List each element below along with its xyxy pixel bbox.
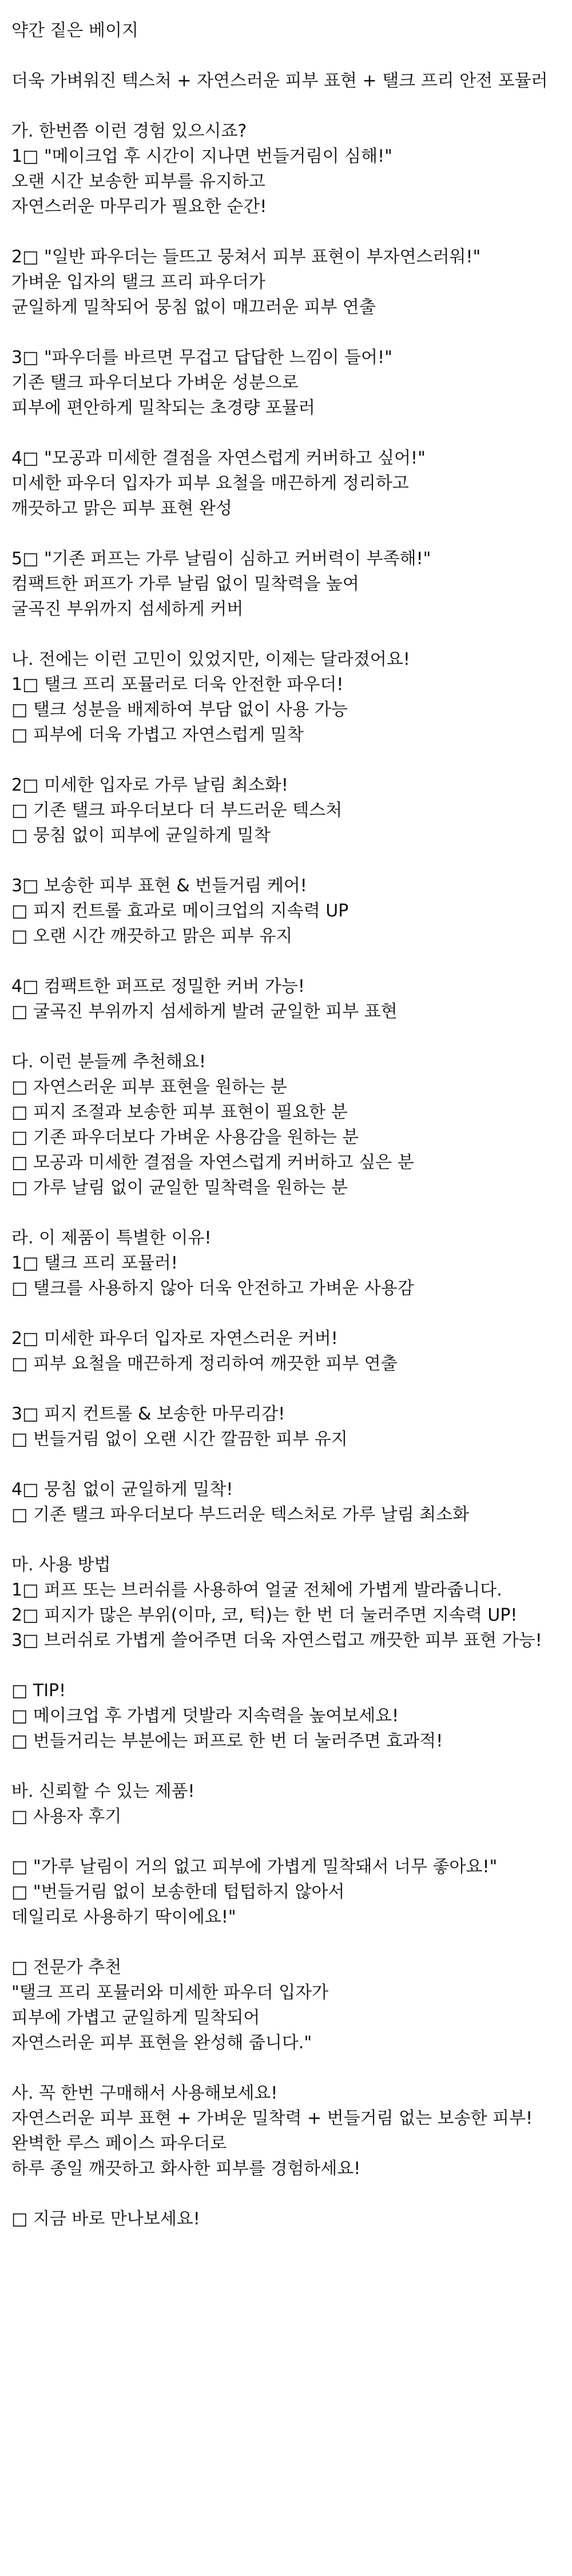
text-line: 데일리로 사용하기 딱이에요!" — [11, 1907, 236, 1927]
text-line: □ 오랜 시간 깨끗하고 맑은 피부 유지 — [11, 926, 293, 946]
text-line: 3□ "파우더를 바르면 무겁고 답답한 느낌이 들어!" — [11, 348, 392, 368]
text-line: □ 전문가 추천 — [11, 1957, 122, 1977]
text-line: 3□ 브러쉬로 가볍게 쓸어주면 더욱 자연스럽고 깨끗한 피부 표현 가능! — [11, 1630, 542, 1650]
blank-line — [11, 1528, 572, 1553]
text-line: 3□ 보송한 피부 표현 & 번들거림 케어! — [11, 876, 307, 896]
text-line: 더욱 가벼워진 텍스처 + 자연스러운 피부 표현 + 탤크 프리 안전 포뮬러 — [11, 71, 548, 91]
blank-line — [11, 320, 572, 345]
text-line: 깨끗하고 맑은 피부 표현 완성 — [11, 499, 232, 519]
blank-line — [11, 1930, 572, 1955]
text-line: 컴팩트한 퍼프가 가루 날림 없이 밀착력을 높여 — [11, 574, 359, 594]
text-line: □ TIP! — [11, 1681, 66, 1701]
blank-line — [11, 2182, 572, 2207]
text-line: 4□ 컴팩트한 퍼프로 정밀한 커버 가능! — [11, 976, 305, 996]
blank-line — [11, 94, 572, 119]
blank-line — [11, 748, 572, 773]
text-line: □ 기존 탤크 파우더보다 부드러운 텍스처로 가루 날림 최소화 — [11, 1505, 470, 1525]
blank-line — [11, 1377, 572, 1402]
blank-line — [11, 848, 572, 874]
text-line: 자연스러운 피부 표현 + 가벼운 밀착력 + 번들거림 없는 보송한 피부! — [11, 2108, 533, 2128]
text-line: □ 번들거리는 부분에는 퍼프로 한 번 더 눌러주면 효과적! — [11, 1731, 443, 1751]
text-line: □ 굴곡진 부위까지 섬세하게 발려 균일한 피부 표현 — [11, 1002, 398, 1022]
text-line: □ 지금 바로 만나보세요! — [11, 2209, 200, 2229]
blank-line — [11, 1754, 572, 1779]
blank-line — [11, 1301, 572, 1326]
text-line: □ 자연스러운 피부 표현을 원하는 분 — [11, 1077, 287, 1097]
text-line: □ "번들거림 없이 보송한데 텁텁하지 않아서 — [11, 1882, 345, 1902]
text-line: 약간 짙은 베이지 — [11, 21, 138, 41]
text-line: 2□ 미세한 파우더 입자로 자연스러운 커버! — [11, 1329, 338, 1349]
blank-line — [11, 2056, 572, 2081]
text-line: 마. 사용 방법 — [11, 1555, 111, 1575]
text-line: 4□ "모공과 미세한 결점을 자연스럽게 커버하고 싶어!" — [11, 448, 426, 468]
text-line: □ "가루 날림이 거의 없고 피부에 가볍게 밀착돼서 너무 좋아요!" — [11, 1857, 498, 1877]
text-line: 바. 신뢰할 수 있는 제품! — [11, 1781, 195, 1801]
text-line: □ 탤크 성분을 배제하여 부담 없이 사용 가능 — [11, 700, 348, 720]
text-line: □ 모공과 미세한 결점을 자연스럽게 커버하고 싶은 분 — [11, 1153, 414, 1173]
text-line: 2□ 피지가 많은 부위(이마, 코, 턱)는 한 번 더 눌러주면 지속력 UP! — [11, 1605, 518, 1625]
text-line: 기존 탤크 파우더보다 가벼운 성분으로 — [11, 373, 299, 393]
blank-line — [11, 521, 572, 547]
text-line: □ 번들거림 없이 오랜 시간 깔끔한 피부 유지 — [11, 1429, 348, 1449]
blank-line — [11, 421, 572, 446]
text-line: 미세한 파우더 입자가 피부 요철을 매끈하게 정리하고 — [11, 473, 409, 493]
text-line: "탤크 프리 포뮬러와 미세한 파우더 입자가 — [11, 1983, 329, 2003]
text-line: 균일하게 밀착되어 뭉침 없이 매끄러운 피부 연출 — [11, 297, 376, 317]
blank-line — [11, 1452, 572, 1477]
text-line: 피부에 가볍고 균일하게 밀착되어 — [11, 2008, 260, 2028]
text-line: 1□ "메이크업 후 시간이 지나면 번들거림이 심해!" — [11, 146, 392, 166]
text-line: □ 피부 요철을 매끈하게 정리하여 깨끗한 피부 연출 — [11, 1354, 398, 1374]
text-line: 나. 전에는 이런 고민이 있었지만, 이제는 달라졌어요! — [11, 649, 410, 669]
blank-line — [11, 622, 572, 647]
text-line: □ 기존 탤크 파우더보다 더 부드러운 텍스처 — [11, 800, 343, 820]
text-line: 자연스러운 마무리가 필요한 순간! — [11, 197, 267, 217]
text-line: 3□ 피지 컨트롤 & 보송한 마무리감! — [11, 1404, 285, 1424]
text-line: 2□ 미세한 입자로 가루 날림 최소화! — [11, 775, 288, 795]
text-line: □ 뭉침 없이 피부에 균일하게 밀착 — [11, 826, 271, 846]
text-line: 사. 꼭 한번 구매해서 사용해보세요! — [11, 2083, 278, 2103]
text-line: □ 피부에 더욱 가볍고 자연스럽게 밀착 — [11, 725, 304, 745]
blank-line — [11, 1829, 572, 1855]
blank-line — [11, 220, 572, 245]
text-line: 굴곡진 부위까지 섬세하게 커버 — [11, 599, 244, 619]
text-line: 라. 이 제품이 특별한 이유! — [11, 1228, 212, 1248]
text-line: 완벽한 루스 페이스 파우더로 — [11, 2134, 227, 2154]
text-line: 피부에 편안하게 밀착되는 초경량 포뮬러 — [11, 398, 315, 418]
blank-line — [11, 43, 572, 69]
blank-line — [11, 1024, 572, 1050]
text-line: 오랜 시간 보송한 피부를 유지하고 — [11, 172, 265, 192]
text-line: 가벼운 입자의 탤크 프리 파우더가 — [11, 272, 265, 292]
text-line: □ 사용자 후기 — [11, 1807, 122, 1827]
text-line: 하루 종일 깨끗하고 화사한 피부를 경험하세요! — [11, 2159, 361, 2179]
text-line: 1□ 탤크 프리 포뮬러! — [11, 1253, 178, 1273]
text-line: 1□ 탤크 프리 포뮬러로 더욱 안전한 파우더! — [11, 675, 344, 695]
text-line: 가. 한번쯤 이런 경험 있으시죠? — [11, 121, 247, 141]
text-line: 자연스러운 피부 표현을 완성해 줍니다." — [11, 2033, 312, 2053]
blank-line — [11, 1201, 572, 1226]
text-line: □ 탤크를 사용하지 않아 더욱 안전하고 가벼운 사용감 — [11, 1278, 414, 1298]
text-line: 다. 이런 분들께 추천해요! — [11, 1052, 206, 1072]
text-line: 5□ "기존 퍼프는 가루 날림이 심하고 커버력이 부족해!" — [11, 549, 431, 569]
text-line: 1□ 퍼프 또는 브러쉬를 사용하여 얼굴 전체에 가볍게 발라줍니다. — [11, 1580, 502, 1600]
blank-line — [11, 949, 572, 974]
text-line: □ 피지 컨트롤 효과로 메이크업의 지속력 UP — [11, 901, 349, 921]
text-line: 4□ 뭉침 없이 균일하게 밀착! — [11, 1480, 233, 1500]
text-line: □ 피지 조절과 보송한 피부 표현이 필요한 분 — [11, 1102, 348, 1122]
text-line: □ 메이크업 후 가볍게 덧발라 지속력을 높여보세요! — [11, 1706, 399, 1726]
text-line: □ 기존 파우더보다 가벼운 사용감을 원하는 분 — [11, 1127, 359, 1147]
text-line: 2□ "일반 파우더는 들뜨고 뭉쳐서 피부 표현이 부자연스러워!" — [11, 247, 481, 267]
text-line: □ 가루 날림 없이 균일한 밀착력을 원하는 분 — [11, 1178, 348, 1198]
blank-line — [11, 1653, 572, 1678]
